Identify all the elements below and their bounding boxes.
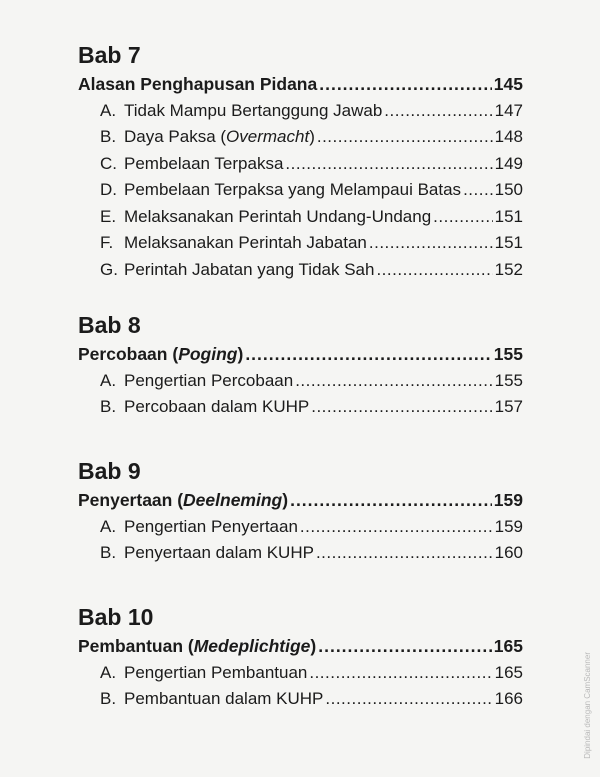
page-number: 159 — [493, 490, 523, 510]
entry-letter: A. — [100, 370, 117, 390]
page-number: 152 — [494, 259, 523, 279]
entry-letter: A. — [100, 100, 117, 120]
entry-title: Tidak Mampu Bertanggung Jawab — [124, 100, 383, 120]
entry-title: Pengertian Penyertaan — [124, 516, 298, 536]
page-number: 148 — [494, 127, 523, 146]
chapter-section — [78, 604, 523, 713]
toc-entry[interactable] — [100, 98, 523, 125]
toc-entry[interactable] — [100, 660, 523, 687]
dot-leader — [325, 686, 492, 713]
entry-letter: A. — [100, 516, 117, 536]
dot-leader — [463, 177, 493, 204]
entry-letter: B. — [100, 397, 117, 416]
dot-leader — [316, 540, 493, 567]
entry-letter: D. — [100, 180, 117, 199]
toc-entry[interactable] — [100, 257, 523, 284]
chapter-title: Penyertaan (Deelneming) — [78, 490, 289, 510]
entry-letter: F. — [100, 233, 114, 252]
entry-title: Pembelaan Terpaksa — [124, 153, 284, 173]
page-number: 145 — [493, 74, 523, 94]
chapter-title-row[interactable] — [78, 71, 523, 98]
page-number: 165 — [494, 662, 523, 682]
chapter-title-row[interactable] — [78, 487, 523, 514]
dot-leader — [245, 341, 491, 368]
chapter-title: Pembantuan (Medeplichtige) — [78, 636, 317, 656]
toc-entry[interactable] — [100, 686, 523, 713]
dot-leader — [318, 633, 492, 660]
toc-entry[interactable] — [100, 394, 523, 421]
chapter-title: Percobaan (Poging) — [78, 344, 244, 364]
scanner-watermark: Dipindai dengan CamScanner — [583, 652, 592, 759]
entry-title: Penyertaan dalam KUHP — [124, 543, 314, 562]
entry-letter: B. — [100, 689, 117, 708]
entry-title: Pembantuan dalam KUHP — [124, 689, 324, 708]
dot-leader — [317, 124, 493, 151]
entry-letter: A. — [100, 662, 117, 682]
dot-leader — [433, 204, 492, 231]
page-number: 165 — [493, 636, 523, 656]
entry-title: Pembelaan Terpaksa yang Melampaui Batas — [124, 180, 462, 199]
page-number: 157 — [494, 397, 523, 416]
entry-letter: B. — [100, 127, 117, 146]
chapter-title-row[interactable] — [78, 341, 523, 368]
chapter-title: Alasan Penghapusan Pidana — [78, 74, 318, 94]
toc-entry[interactable] — [100, 368, 523, 395]
page-number: 151 — [494, 206, 523, 226]
toc-entry[interactable] — [100, 230, 523, 257]
chapter-title-row[interactable] — [78, 633, 523, 660]
chapter-number: Bab 9 — [78, 458, 141, 484]
page-number: 155 — [494, 370, 523, 390]
toc-entry[interactable] — [100, 204, 523, 231]
page-number: 159 — [494, 516, 523, 536]
entry-letter: E. — [100, 206, 117, 226]
dot-leader — [300, 514, 493, 541]
chapter-number: Bab 7 — [78, 42, 141, 68]
page-number: 155 — [493, 344, 523, 364]
entry-title: Melaksanakan Perintah Jabatan — [124, 233, 367, 252]
chapter-number: Bab 10 — [78, 604, 154, 630]
dot-leader — [290, 487, 492, 514]
toc-entry[interactable] — [100, 514, 523, 541]
entry-title: Pengertian Percobaan — [124, 370, 294, 390]
dot-leader — [309, 660, 492, 687]
entry-title: Percobaan dalam KUHP — [124, 397, 310, 416]
toc-entry[interactable] — [100, 124, 523, 151]
dot-leader — [295, 368, 492, 395]
entry-letter: G. — [100, 259, 118, 279]
page-number: 150 — [494, 180, 523, 199]
dot-leader — [376, 257, 492, 284]
page-number: 166 — [494, 689, 523, 708]
entry-letter: C. — [100, 153, 117, 173]
dot-leader — [369, 230, 493, 257]
entry-title: Perintah Jabatan yang Tidak Sah — [124, 259, 375, 279]
dot-leader — [311, 394, 492, 421]
toc-entry[interactable] — [100, 177, 523, 204]
toc-entry[interactable] — [100, 540, 523, 567]
page-number: 151 — [494, 233, 523, 252]
chapter-number: Bab 8 — [78, 312, 141, 338]
entry-letter: B. — [100, 543, 117, 562]
dot-leader — [384, 98, 492, 125]
entry-title: Daya Paksa (Overmacht) — [124, 127, 315, 146]
entry-title: Pengertian Pembantuan — [124, 662, 308, 682]
entry-title: Melaksanakan Perintah Undang-Undang — [124, 206, 432, 226]
page-number: 147 — [494, 100, 523, 120]
chapter-section — [78, 42, 523, 283]
dot-leader — [319, 71, 492, 98]
dot-leader — [285, 151, 492, 178]
page-number: 160 — [494, 543, 523, 562]
page-number: 149 — [494, 153, 523, 173]
chapter-section — [78, 312, 523, 421]
toc-entry[interactable] — [100, 151, 523, 178]
chapter-section — [78, 458, 523, 567]
